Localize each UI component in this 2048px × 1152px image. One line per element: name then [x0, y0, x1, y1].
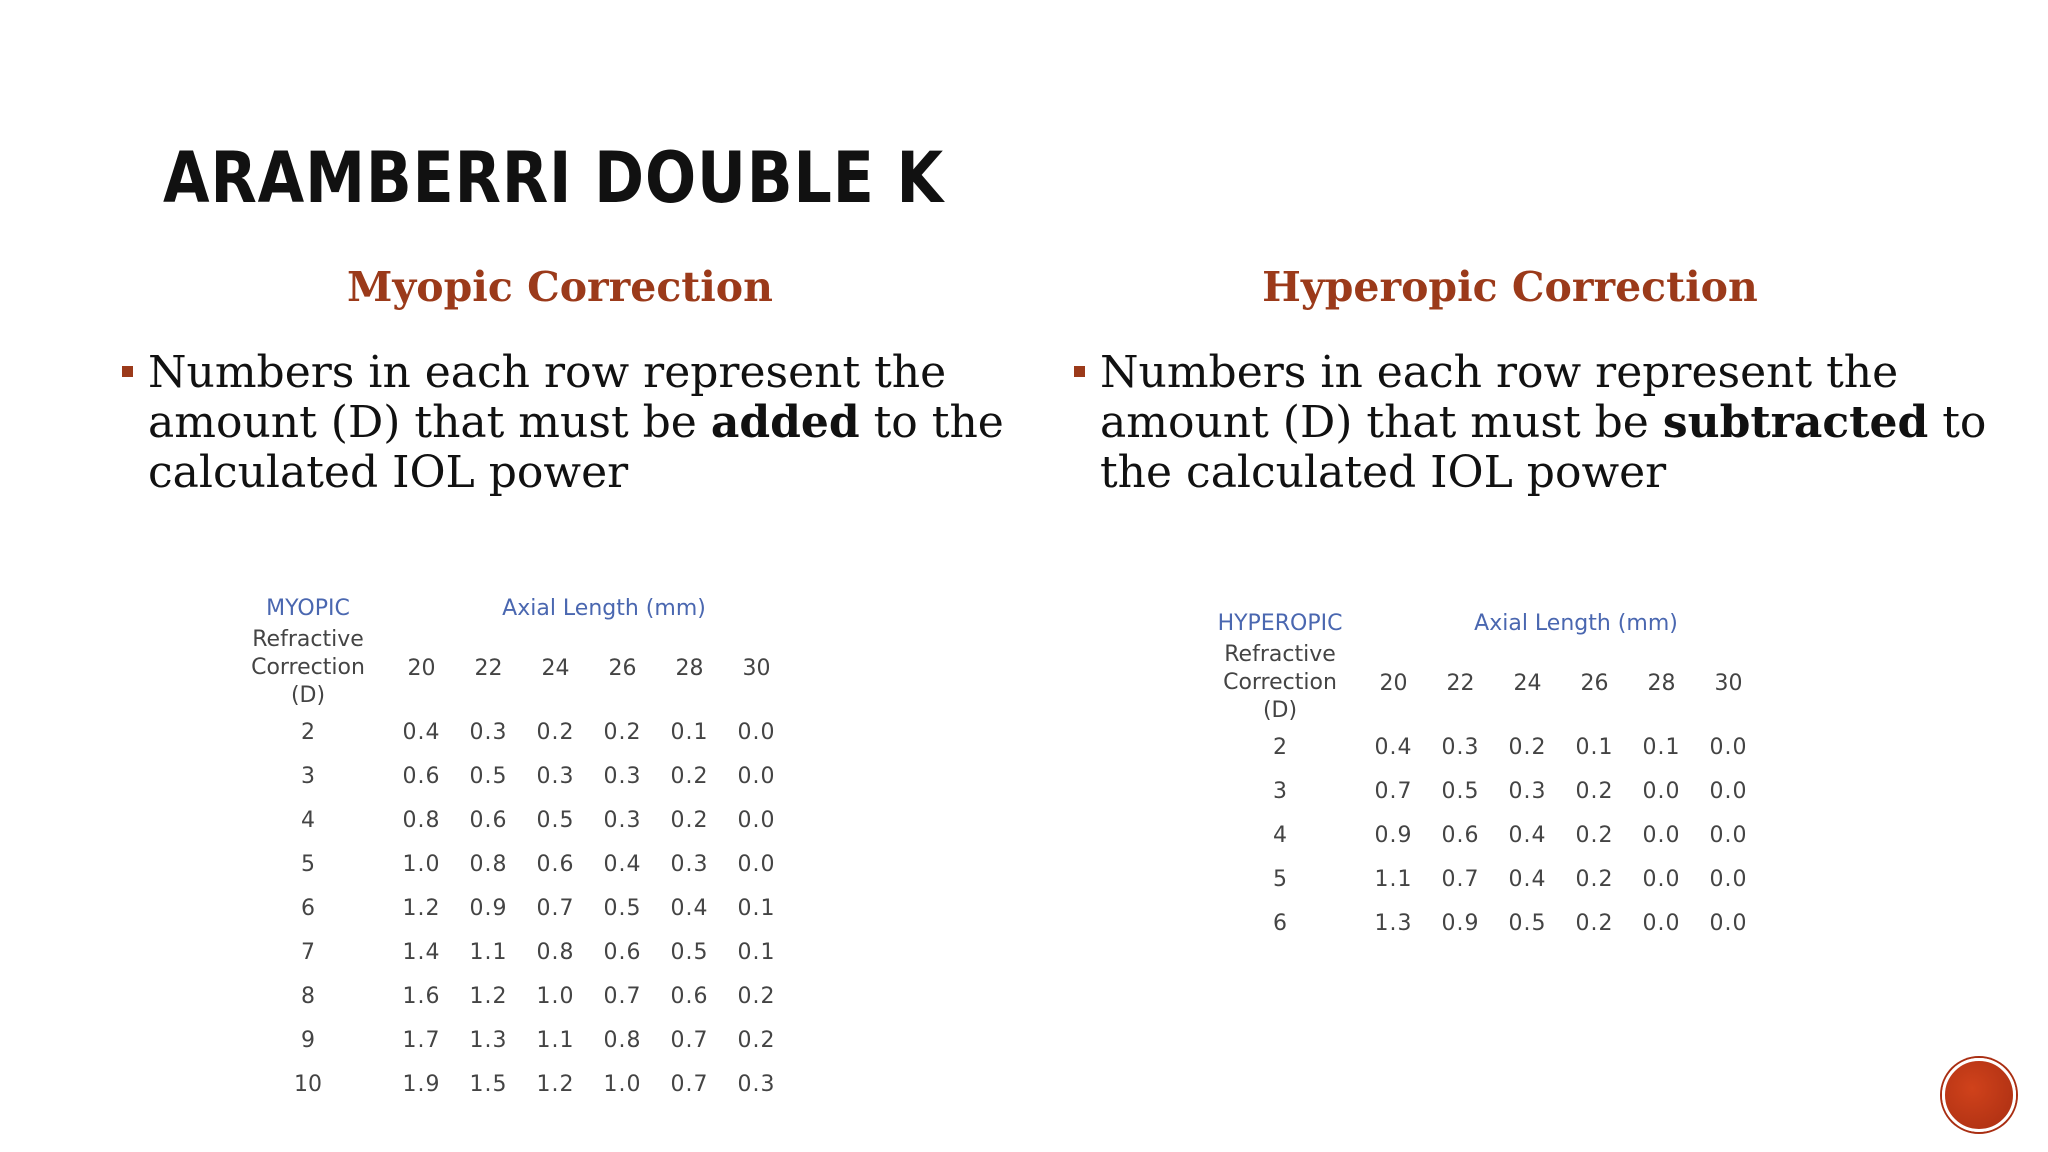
table-cell: 0.3 [536, 763, 575, 789]
table-row [228, 930, 790, 974]
bullet-marker-icon [1074, 366, 1085, 377]
table-cell: 0.0 [1642, 866, 1681, 892]
table-cell: 0.3 [1508, 778, 1547, 804]
table-row [228, 798, 790, 842]
table-cell: 0.8 [469, 851, 508, 877]
table-cell: 0.4 [402, 719, 441, 745]
table-cell: 0.7 [536, 895, 575, 921]
table-cell: 0.2 [1575, 910, 1614, 936]
row-label: 8 [301, 983, 315, 1009]
table-cell: 0.4 [1508, 866, 1547, 892]
table-cell: 0.3 [603, 807, 642, 833]
table-cell: 0.4 [1374, 734, 1413, 760]
table-cell: 1.0 [603, 1071, 642, 1097]
column-header: 30 [1714, 670, 1743, 696]
table-cell: 0.7 [603, 983, 642, 1009]
row-header-line: Correction [1223, 670, 1337, 695]
hyperopic-table [1200, 605, 1762, 945]
table-cell: 0.0 [1709, 778, 1748, 804]
hyperopic-bullet-text-pre: Numbers in each row represent the amount (D) that must be [1100, 347, 1899, 448]
table-cell: 0.2 [1575, 822, 1614, 848]
table-cell: 0.4 [1508, 822, 1547, 848]
table-cell: 0.4 [603, 851, 642, 877]
table-cell: 1.4 [402, 939, 441, 965]
table-cell: 1.1 [1374, 866, 1413, 892]
table-cell: 1.9 [402, 1071, 441, 1097]
table-cell: 0.2 [670, 763, 709, 789]
table-cell: 0.8 [536, 939, 575, 965]
table-cell: 0.0 [1709, 822, 1748, 848]
table-corner-label: HYPEROPIC [1217, 610, 1343, 636]
column-header: 20 [1379, 670, 1408, 696]
table-cell: 0.2 [737, 983, 776, 1009]
table-cell: 0.6 [670, 983, 709, 1009]
table-axis-label: Axial Length (mm) [1474, 610, 1678, 636]
myopic-heading: Myopic Correction [347, 263, 773, 311]
table-cell: 0.0 [1709, 910, 1748, 936]
table-row [228, 842, 790, 886]
row-header-line: (D) [1262, 698, 1298, 723]
row-label: 6 [301, 895, 315, 921]
column-header: 28 [675, 655, 704, 681]
bullet-marker-icon [122, 366, 133, 377]
table-cell: 1.6 [402, 983, 441, 1009]
row-label: 3 [301, 763, 315, 789]
row-label: 2 [1273, 734, 1287, 760]
row-header-line: Correction [251, 655, 365, 680]
table-cell: 0.2 [1575, 778, 1614, 804]
row-label: 9 [301, 1027, 315, 1053]
slide-number-badge [1942, 1058, 2016, 1132]
table-cell: 0.3 [1441, 734, 1480, 760]
table-cell: 1.5 [469, 1071, 508, 1097]
table-cell: 1.3 [469, 1027, 508, 1053]
table-cell: 0.2 [737, 1027, 776, 1053]
row-label: 10 [294, 1071, 322, 1097]
row-header-label [228, 626, 388, 710]
table-cell: 1.3 [1374, 910, 1413, 936]
table-cell: 0.1 [670, 719, 709, 745]
row-label: 4 [301, 807, 315, 833]
table-cell: 0.6 [536, 851, 575, 877]
table-cell: 0.7 [1374, 778, 1413, 804]
myopic-bullet-text-post: to the calculated IOL power [148, 397, 1004, 498]
table-cell: 0.0 [1642, 778, 1681, 804]
table-row [228, 1018, 790, 1062]
table-cell: 0.3 [603, 763, 642, 789]
table-cell: 0.6 [402, 763, 441, 789]
table-cell: 0.3 [737, 1071, 776, 1097]
column-header: 22 [1446, 670, 1475, 696]
table-row [1200, 813, 1762, 857]
table-cell: 0.4 [670, 895, 709, 921]
table-cell: 0.1 [737, 939, 776, 965]
table-cell: 0.0 [737, 807, 776, 833]
hyperopic-bullet-bold: subtracted [1662, 397, 1929, 448]
row-label: 5 [1273, 866, 1287, 892]
table-cell: 0.0 [737, 763, 776, 789]
table-cell: 0.1 [737, 895, 776, 921]
column-header: 24 [1513, 670, 1542, 696]
table-cell: 0.5 [536, 807, 575, 833]
table-cell: 0.9 [1374, 822, 1413, 848]
table-cell: 0.2 [1508, 734, 1547, 760]
myopic-bullet-bold: added [710, 397, 860, 448]
table-cell: 0.2 [603, 719, 642, 745]
table-row [228, 710, 790, 754]
hyperopic-bullet [1100, 348, 2020, 498]
table-row [1200, 769, 1762, 813]
table-header-row [1200, 605, 1762, 641]
table-cell: 0.3 [469, 719, 508, 745]
row-label: 5 [301, 851, 315, 877]
table-cell: 0.5 [603, 895, 642, 921]
table-cell: 0.7 [670, 1027, 709, 1053]
row-label: 3 [1273, 778, 1287, 804]
table-axis-label: Axial Length (mm) [502, 595, 706, 621]
table-cell: 0.9 [469, 895, 508, 921]
table-row [1200, 901, 1762, 945]
row-label: 6 [1273, 910, 1287, 936]
table-cell: 0.5 [670, 939, 709, 965]
table-cell: 1.0 [536, 983, 575, 1009]
table-cell: 0.5 [1508, 910, 1547, 936]
row-label: 7 [301, 939, 315, 965]
table-cell: 0.9 [1441, 910, 1480, 936]
table-cell: 0.8 [402, 807, 441, 833]
column-header: 26 [608, 655, 637, 681]
table-column-header-row [228, 626, 790, 710]
table-row [228, 754, 790, 798]
table-cell: 0.1 [1575, 734, 1614, 760]
table-header-row [228, 590, 790, 626]
table-cell: 0.0 [737, 719, 776, 745]
table-cell: 0.0 [1709, 734, 1748, 760]
hyperopic-bullet-text-post: to the calculated IOL power [1100, 397, 1987, 498]
myopic-bullet-text-pre: Numbers in each row represent the amount (D) that must be [148, 347, 947, 448]
table-cell: 0.0 [1642, 822, 1681, 848]
table-cell: 0.6 [1441, 822, 1480, 848]
table-cell: 0.2 [536, 719, 575, 745]
row-header-label [1200, 641, 1360, 725]
row-header-line: Refractive [252, 627, 364, 652]
table-cell: 0.5 [1441, 778, 1480, 804]
row-header-line: Refractive [1224, 642, 1336, 667]
column-header: 30 [742, 655, 771, 681]
table-cell: 0.0 [1642, 910, 1681, 936]
hyperopic-heading: Hyperopic Correction [1262, 263, 1758, 311]
table-cell: 1.2 [402, 895, 441, 921]
table-cell: 0.6 [603, 939, 642, 965]
table-cell: 0.0 [1709, 866, 1748, 892]
table-cell: 1.0 [402, 851, 441, 877]
table-cell: 0.8 [603, 1027, 642, 1053]
column-header: 28 [1647, 670, 1676, 696]
table-cell: 1.2 [469, 983, 508, 1009]
table-cell: 1.1 [536, 1027, 575, 1053]
table-cell: 0.7 [1441, 866, 1480, 892]
table-cell: 1.7 [402, 1027, 441, 1053]
myopic-bullet [148, 348, 1008, 498]
table-cell: 0.6 [469, 807, 508, 833]
row-label: 2 [301, 719, 315, 745]
table-cell: 1.2 [536, 1071, 575, 1097]
slide-title: ARAMBERRI DOUBLE K [163, 137, 945, 219]
table-row [228, 974, 790, 1018]
myopic-table [228, 590, 790, 1106]
column-header: 20 [407, 655, 436, 681]
table-row [228, 1062, 790, 1106]
table-cell: 0.7 [670, 1071, 709, 1097]
table-cell: 0.3 [670, 851, 709, 877]
column-header: 24 [541, 655, 570, 681]
column-header: 26 [1580, 670, 1609, 696]
table-row [1200, 857, 1762, 901]
table-cell: 1.1 [469, 939, 508, 965]
column-header: 22 [474, 655, 503, 681]
table-row [228, 886, 790, 930]
row-header-line: (D) [290, 683, 326, 708]
row-label: 4 [1273, 822, 1287, 848]
table-row [1200, 725, 1762, 769]
table-column-header-row [1200, 641, 1762, 725]
table-cell: 0.2 [1575, 866, 1614, 892]
table-cell: 0.1 [1642, 734, 1681, 760]
table-cell: 0.2 [670, 807, 709, 833]
table-corner-label: MYOPIC [266, 595, 350, 621]
table-cell: 0.0 [737, 851, 776, 877]
table-cell: 0.5 [469, 763, 508, 789]
